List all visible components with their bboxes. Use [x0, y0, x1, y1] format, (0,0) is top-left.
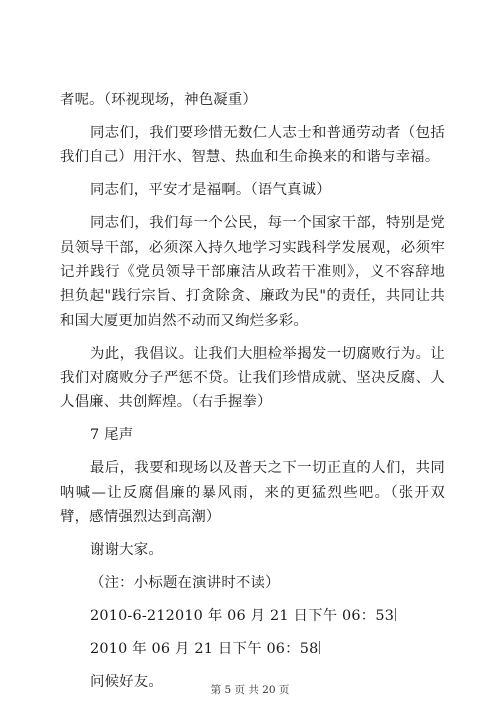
timestamp-line — [60, 637, 445, 661]
paragraph: 谢谢大家。 — [90, 542, 163, 558]
timestamp-text: 2010 年 06 月 21 日下午 06：58 — [90, 640, 319, 657]
section-heading: 7 尾声 — [90, 427, 134, 444]
paragraph: 同志们，我们要珍惜无数仁人志士和普通劳动者（包括我们自己）用汗水、智慧、热血和生命换来的和谐与幸福。 — [60, 124, 445, 166]
page-footer: 第 5 页 共 20 页 — [210, 684, 290, 696]
paragraph: 同志们，平安才是福啊。（语气真诚） — [90, 182, 331, 199]
note-paragraph: （注：小标题在演讲时不读） — [90, 574, 280, 591]
timestamp-text: 2010-6-212010 年 06 月 21 日下午 06：53 — [90, 607, 395, 624]
paragraph: 为此，我倡议。让我们大胆检举揭发一切腐败行为。让我们对腐败分子严惩不贷。让我们珍惜成就、坚决反腐、人人倡廉、共创辉煌。（右手握拳） — [60, 345, 445, 411]
document-body — [60, 88, 445, 703]
paragraph: 问候好友。 — [90, 673, 163, 690]
timestamp-line — [60, 604, 445, 628]
paragraph: 同志们，我们每一个公民，每一个国家干部，特别是党员领导干部，必须深入持久地学习实践科学发展观，必须牢记并践行《党员领导干部廉洁从政若干准则》，义不容辞地担负起"践行宗旨、打贪除贪、廉政为民"的责任，共同让共和国大厦更加岿然不动而又绚烂多彩。 — [60, 215, 445, 329]
text-cursor-icon — [395, 608, 396, 621]
paragraph: 最后，我要和现场以及普天之下一切正直的人们，共同呐喊—让反腐倡廉的暴风雨，来的更猛烈些吧。（张开双臂，感情强烈达到高潮） — [60, 460, 445, 526]
paragraph: 者呢。（环视现场，神色凝重） — [60, 92, 258, 108]
text-cursor-icon — [319, 641, 320, 654]
